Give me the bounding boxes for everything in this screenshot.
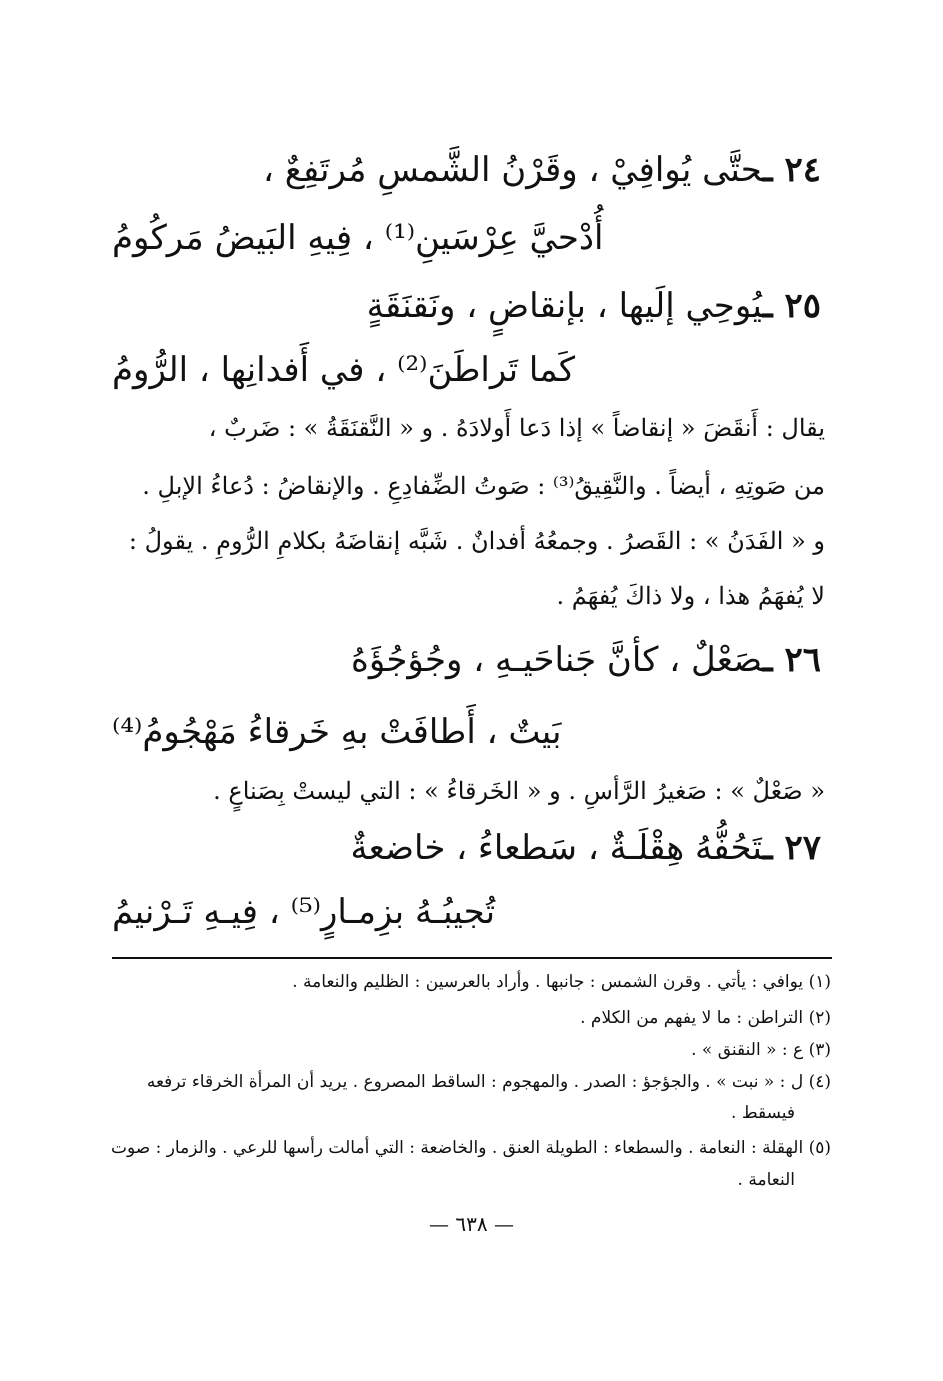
verse-number: ٢٥ bbox=[784, 286, 821, 326]
gloss-line: من صَوتِهِ ، أيضاً . والنَّقِيقُ⁽³⁾ : صَوتُ الضِّفادِعِ . والإنقاضُ : دُعاءُ الإبلِ . bbox=[142, 472, 825, 500]
footnote-5-continuation: النعامة . bbox=[737, 1170, 795, 1190]
verse-24-second-hemistich: أُدْحيَّ عِرْسَينِ⁽¹⁾ ، فِيهِ البَيضُ مَركُومُ bbox=[112, 218, 604, 258]
gloss-line: و « الفَدَنُ » : القَصرُ . وجمعُهُ أفدانٌ . شَبَّه إنقاضَهُ بكلامِ الرُّومِ . يقولُ : bbox=[128, 527, 825, 555]
verse-number: ٢٧ bbox=[784, 828, 821, 868]
verse-number: ٢٤ bbox=[784, 150, 821, 190]
verse-26-first-hemistich: ٢٦ ـصَعْلٌ ، كأنَّ جَناحَيـهِ ، وجُؤجُؤَهُ bbox=[351, 640, 821, 680]
gloss-line: « صَعْلٌ » : صَغيرُ الرَّأسِ . و « الخَرقاءُ » : التي ليستْ بِصَناعٍ . bbox=[213, 777, 825, 805]
verse-25-first-hemistich: ٢٥ ـيُوحِي إلَيها ، بإنقاضٍ ، ونَقنَقَةٍ bbox=[366, 286, 821, 326]
verse-27-first-hemistich: ٢٧ ـتَحُفُّهُ هِقْلَـةٌ ، سَطعاءُ ، خاضعةٌ bbox=[350, 828, 821, 868]
verse-26-second-hemistich: بَيتٌ ، أَطافَتْ بهِ خَرقاءُ مَهْجُومُ⁽⁴⁾ bbox=[112, 712, 562, 752]
verse-25-second-hemistich: كَما تَراطَنَ⁽²⁾ ، في أَفدانِها ، الرُّومُ bbox=[112, 350, 576, 390]
footnote-3: (٣) ع : « النقنق » . bbox=[691, 1040, 831, 1060]
verse-number: ٢٦ bbox=[784, 640, 821, 680]
footnote-5: (٥) الهقلة : النعامة . والسطعاء : الطويلة العنق . والخاضعة : التي أمالت رأسها للرعي . والزمار : صوت bbox=[110, 1138, 831, 1158]
footnote-4: (٤) ل : « نبت » . والجؤجؤ : الصدر . والمهجوم : الساقط المصروع . يريد أن المرأة الخرقاء ترفعه bbox=[146, 1072, 831, 1092]
verse-24-first-hemistich: ٢٤ ـحتَّى يُوافِيْ ، وقَرْنُ الشَّمسِ مُرتَفِعٌ ، bbox=[262, 150, 821, 190]
page-number: — ٦٣٨ — bbox=[429, 1212, 514, 1236]
gloss-line: لا يُفهَمُ هذا ، ولا ذاكَ يُفهَمُ . bbox=[556, 582, 825, 610]
footnote-1: (١) يوافي : يأتي . وقرن الشمس : جانبها . وأراد بالعرسين : الظليم والنعامة . bbox=[292, 972, 831, 992]
verse-27-second-hemistich: تُجيبُـهُ بزِمـارٍ⁽⁵⁾ ، فِيـهِ تَـرْنيمُ bbox=[112, 892, 496, 932]
footnote-4-continuation: فيسقط . bbox=[731, 1103, 795, 1123]
footnote-2: (٢) التراطن : ما لا يفهم من الكلام . bbox=[580, 1008, 831, 1028]
gloss-line: يقال : أَنقَضَ « إنقاضاً » إذا دَعا أَولادَهُ . و « النَّقنَقَةُ » : ضَربٌ ، bbox=[208, 414, 825, 442]
footnote-separator bbox=[112, 957, 832, 959]
